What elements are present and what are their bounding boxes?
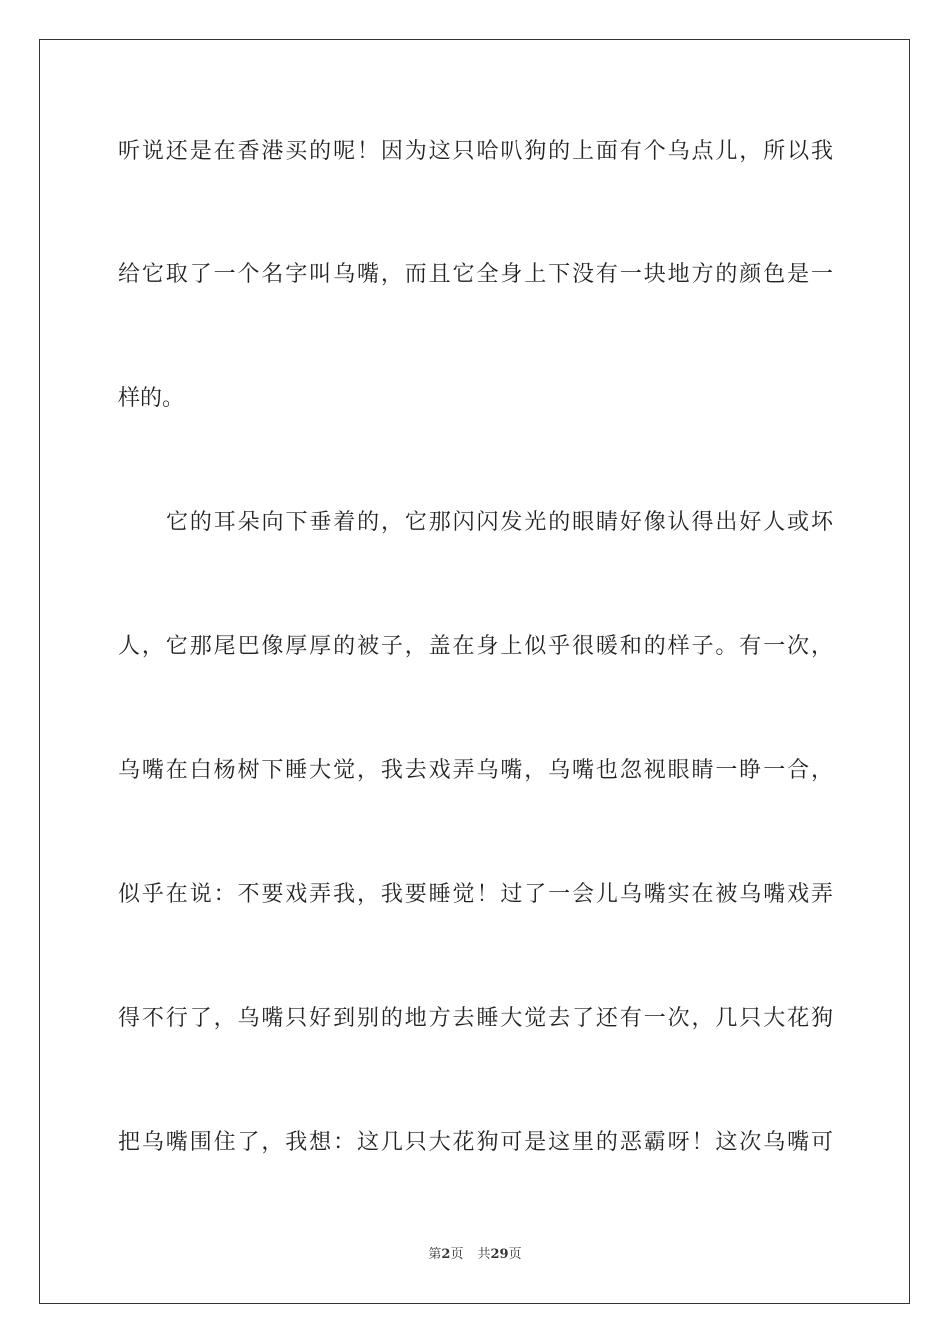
page-footer	[0, 1246, 950, 1264]
text-line-3: 样的。	[118, 386, 185, 411]
text-line-9: 把乌嘴围住了，我想：这几只大花狗可是这里的恶霸呀！这次乌嘴可	[118, 1130, 833, 1155]
text-line-6: 乌嘴在白杨树下睡大觉，我去戏弄乌嘴，乌嘴也忽视眼睛一睁一合，	[118, 758, 833, 783]
text-line-8: 得不行了，乌嘴只好到别的地方去睡大觉去了还有一次，几只大花狗	[118, 1006, 833, 1031]
text-line-5: 人，它那尾巴像厚厚的被子，盖在身上似乎很暖和的样子。有一次，	[118, 634, 833, 659]
text-line-1: 听说还是在香港买的呢！因为这只哈叭狗的上面有个乌点儿，所以我	[118, 139, 833, 164]
text-line-7: 似乎在说：不要戏弄我，我要睡觉！过了一会儿乌嘴实在被乌嘴戏弄	[118, 882, 833, 907]
total-prefix: 共	[477, 1247, 491, 1262]
text-line-2: 给它取了一个名字叫乌嘴，而且它全身上下没有一块地方的颜色是一	[118, 262, 833, 287]
text-line-4: 它的耳朵向下垂着的，它那闪闪发光的眼睛好像认得出好人或坏	[166, 510, 833, 535]
page-prefix: 第	[428, 1247, 442, 1262]
total-pages: 29	[490, 1247, 509, 1262]
total-suffix: 页	[508, 1247, 522, 1262]
page-suffix: 页	[450, 1247, 464, 1262]
page-number: 2	[441, 1247, 451, 1262]
page-border	[39, 39, 910, 1304]
